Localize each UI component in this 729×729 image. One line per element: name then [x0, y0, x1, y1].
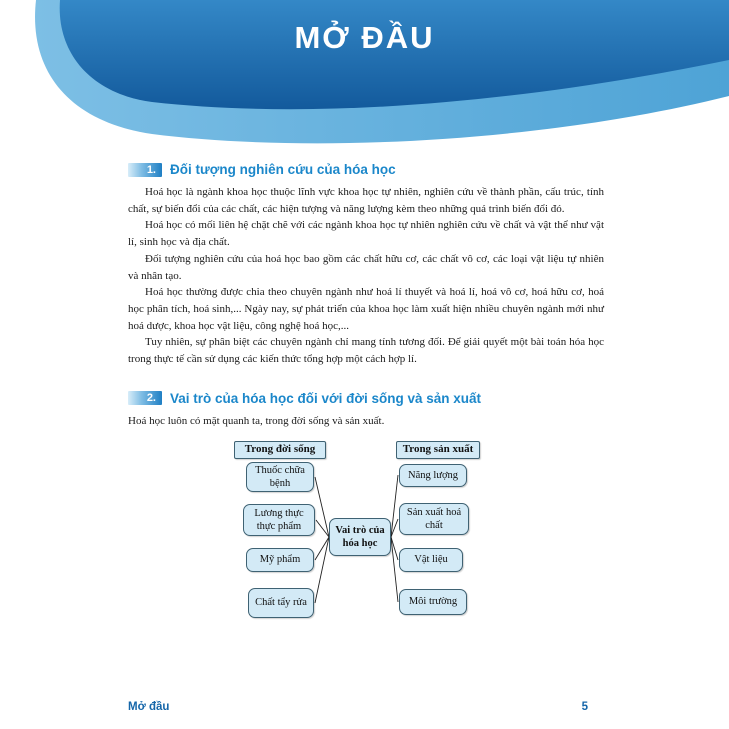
section-1-paragraph-4: Hoá học thường được chia theo chuyên ngành như hoá lí thuyết và hoá lí, hoá vô cơ, hoá hữu cơ, hoá học phân tích, hoá sinh,... Ngày nay, sự phát triển của khoa học làm xuất hiện nhiều chuyên ngành mới như hoá dược, khoa học vật liệu, công nghệ hoá học,...	[128, 286, 604, 332]
section-1-heading	[128, 162, 604, 177]
diagram-header-production: Trong sản xuất	[396, 441, 480, 459]
section-1-paragraph-2: Hoá học có mối liên hệ chặt chẽ với các ngành khoa học tự nhiên nghiên cứu về chất và vật thể như vật lí, sinh học và địa chất.	[128, 219, 604, 249]
diagram-box-environment: Môi trường	[399, 589, 467, 615]
section-1-paragraph-5: Tuy nhiên, sự phân biệt các chuyên ngành chỉ mang tính tương đối. Để giải quyết một bài toán hóa học trong thực tế cần sử dụng các kiến thức tổng hợp một cách hợp lí.	[128, 336, 604, 366]
diagram-box-detergent: Chất tẩy rửa	[248, 588, 314, 618]
diagram-box-cosmetics: Mỹ phẩm	[246, 548, 314, 572]
diagram-box-medicine: Thuốc chữa bệnh	[246, 462, 314, 492]
diagram-box-materials: Vật liệu	[399, 548, 463, 572]
diagram-header-daily-life: Trong đời sống	[234, 441, 326, 459]
chapter-header-banner	[0, 0, 729, 160]
section-2-number-badge: 2.	[128, 391, 162, 405]
diagram-box-energy: Năng lượng	[399, 464, 467, 487]
section-1-paragraph-1: Hoá học là ngành khoa học thuộc lĩnh vực khoa học tự nhiên, nghiên cứu về thành phần, cấu trúc, tính chất, sự biến đổi của các chất, các hiện tượng và năng lượng kèm theo những quá trình biến đổi đó.	[128, 186, 604, 215]
section-1-number-badge: 1.	[128, 163, 162, 177]
footer-section-label: Mở đầu	[128, 701, 170, 713]
section-2-intro: Hoá học luôn có mặt quanh ta, trong đời sống và sản xuất.	[128, 414, 385, 427]
section-1-title: Đối tượng nghiên cứu của hóa học	[170, 162, 396, 177]
page-footer	[128, 701, 604, 713]
section-2-heading	[128, 391, 604, 406]
chemistry-role-diagram	[0, 438, 729, 634]
diagram-box-food: Lương thực thực phẩm	[243, 504, 315, 536]
diagram-box-chemical-production: Sản xuất hoá chất	[399, 503, 469, 535]
diagram-center-box: Vai trò của hóa học	[329, 518, 391, 556]
page-content	[128, 162, 604, 430]
page-number: 5	[581, 701, 588, 713]
section-1-paragraph-3: Đối tượng nghiên cứu của hoá học bao gồm các chất hữu cơ, các chất vô cơ, các loại vật liệu tự nhiên và nhân tạo.	[128, 252, 604, 282]
chapter-title: MỞ ĐẦU	[294, 20, 435, 55]
section-2-title: Vai trò của hóa học đối với đời sống và sản xuất	[170, 390, 482, 406]
